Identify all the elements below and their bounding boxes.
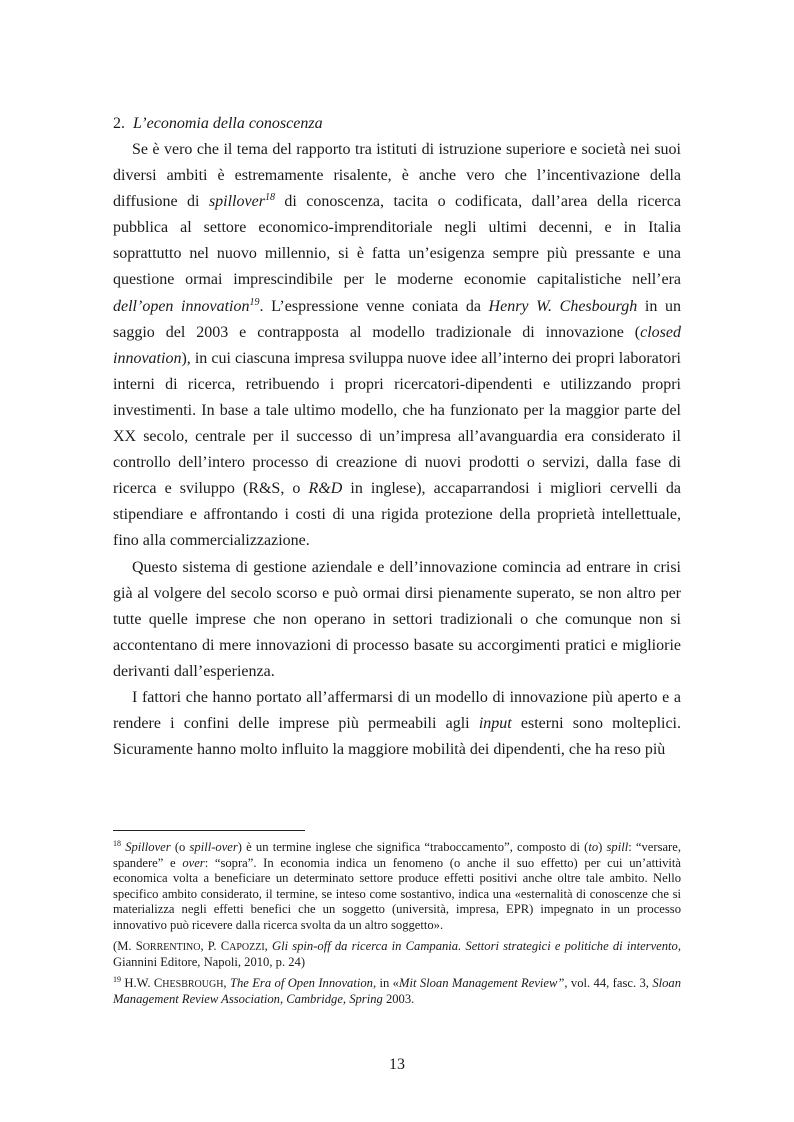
paragraph-1 [113,137,681,555]
footnote-19 [113,976,681,1008]
italic-term-input: input [478,715,512,733]
italic-text: spill [606,840,629,854]
paragraph-3 [113,685,681,763]
footnote-ref-19[interactable]: 19 [249,296,260,308]
small-caps-text: ORRENTINO [142,941,201,953]
footnote-separator [113,830,305,831]
text-run: , [223,975,230,990]
text-run: H.W. C [121,975,163,990]
italic-book-title: The Era of Open Innovation [229,975,373,990]
italic-text: spill-over [189,840,238,854]
text-run: in un saggio del 2003 e contrapposta al modello tradizionale di innovazione ( [113,297,682,341]
footnote-18-citation [113,939,681,971]
text-run: (M. S [113,938,143,953]
text-run: , in « [372,975,399,990]
text-run: ) [598,840,607,854]
italic-book-title: Gli spin-off da ricerca in Campania. Settori strategici e politiche di intervento [271,938,678,953]
italic-term-closed-innovation: closed innovation [113,323,681,367]
footnote-mark-18: 18 [113,839,121,848]
text-run: , Giannini Editore, Napoli, 2010, p. 24) [113,938,681,970]
italic-author-name: Henry W. Chesbourgh [488,297,638,315]
italic-term-rd: R&D [308,480,343,498]
text-run: , [264,938,272,953]
text-run: (o [170,840,190,854]
small-caps-text: APOZZI [229,941,265,953]
section-number: 2. [113,115,125,132]
text-run: : “sopra”. In economia indica un fenomeno (o anche il suo effetto) per cui un’attività economica volta a beneficiare un determinato settore produce effetti positivi anche oltre tale ambito. Nello specifico ambito considerato, il termine, se inteso come sostantivo, indica una «esternalità di conoscenze che si materializza negli effetti benefici che un soggetto (università, impresa, EPR) impegnato in un processo innovativo può ricevere dalla ricerca svolta da un altro soggetto». [113,855,681,932]
body-text [113,137,681,763]
text-run: di conoscenza, tacita o codificata, dall’area della ricerca pubblica al settore economico-imprenditoriale negli ultimi decenni, e in Italia soprattutto nel nuovo millennio, si è fatta un’esigenza sempre più pressante e una questione ormai imprescindibile per le moderne economie capitalistiche nell’era [113,193,681,289]
footnote-18 [113,840,681,934]
text-run: ) è un termine inglese che significa “traboccamento”, composto di ( [237,840,589,854]
footnote-mark-19: 19 [113,974,121,984]
section-title: L’economia della conoscenza [133,115,323,132]
text-run: esterni sono molteplici. Sicuramente hanno molto influito la maggiore mobilità dei dipendenti, che ha reso più [113,715,682,759]
text-run: : “versare, spandere” e [113,840,681,870]
text-run: ), in cui ciascuna impresa sviluppa nuove idee all’interno dei propri laboratori interni di ricerca, retribuendo i propri ricercatori-dipendenti e utilizzando propri investimenti. In base a tale ultimo modello, che ha funzionato per la maggior parte del XX secolo, centrale per il successo di un’impresa all’avanguardia era considerato il controllo dell’intero processo di creazione di nuovi prodotti o servizi, dalla fase di ricerca e sviluppo (R&S, o [113,349,681,498]
italic-text: to [588,840,599,854]
section-heading [113,113,323,135]
italic-term-spillover: spillover [208,193,265,211]
text-run: . L’espressione venne coniata da [259,297,489,315]
footnote-ref-18[interactable]: 18 [264,192,275,204]
italic-text: over [182,855,205,870]
text-run: Se è vero che il tema del rapporto tra istituti di istruzione superiore e società nei suoi diversi ambiti è estremamente risalente, è anche vero che l’incentivazione della diffusione di [113,141,681,211]
italic-text: Spillover [125,840,171,854]
italic-term-open-innovation: dell’open innovation [113,297,250,315]
text-run: I fattori che hanno portato all’affermarsi di un modello di innovazione più aperto e a rendere i confini delle imprese più permeabili agli [113,688,681,733]
footnotes [113,840,681,1008]
page-number: 13 [389,1056,405,1073]
text-run: vol. 44, fasc. 3, [567,975,653,990]
text-run: 2003. [382,992,415,1007]
italic-journal-title: Mit Sloan Management Review”, [398,975,568,990]
paragraph-2: Questo sistema di gestione aziendale e dell’innovazione comincia ad entrare in crisi già al volgere del secolo scorso e può ormai dirsi pienamente superato, se non altro per tutte quelle imprese che non operano in settori tradizionali o che comunque non si accontentano di mere innovazioni di processo basate su accorgimenti pratici e migliorie derivanti dall’esperienza. [113,558,681,680]
small-caps-text: HESBROUGH [162,978,224,990]
text-run: in inglese), accaparrandosi i migliori cervelli da stipendiare e affrontando i costi di una rigida protezione della proprietà intellettuale, fino alla commercializzazione. [113,480,681,550]
text-run: , P. C [200,938,230,953]
italic-publisher: Sloan Management Review Association, Cambridge, Spring [113,975,682,1007]
